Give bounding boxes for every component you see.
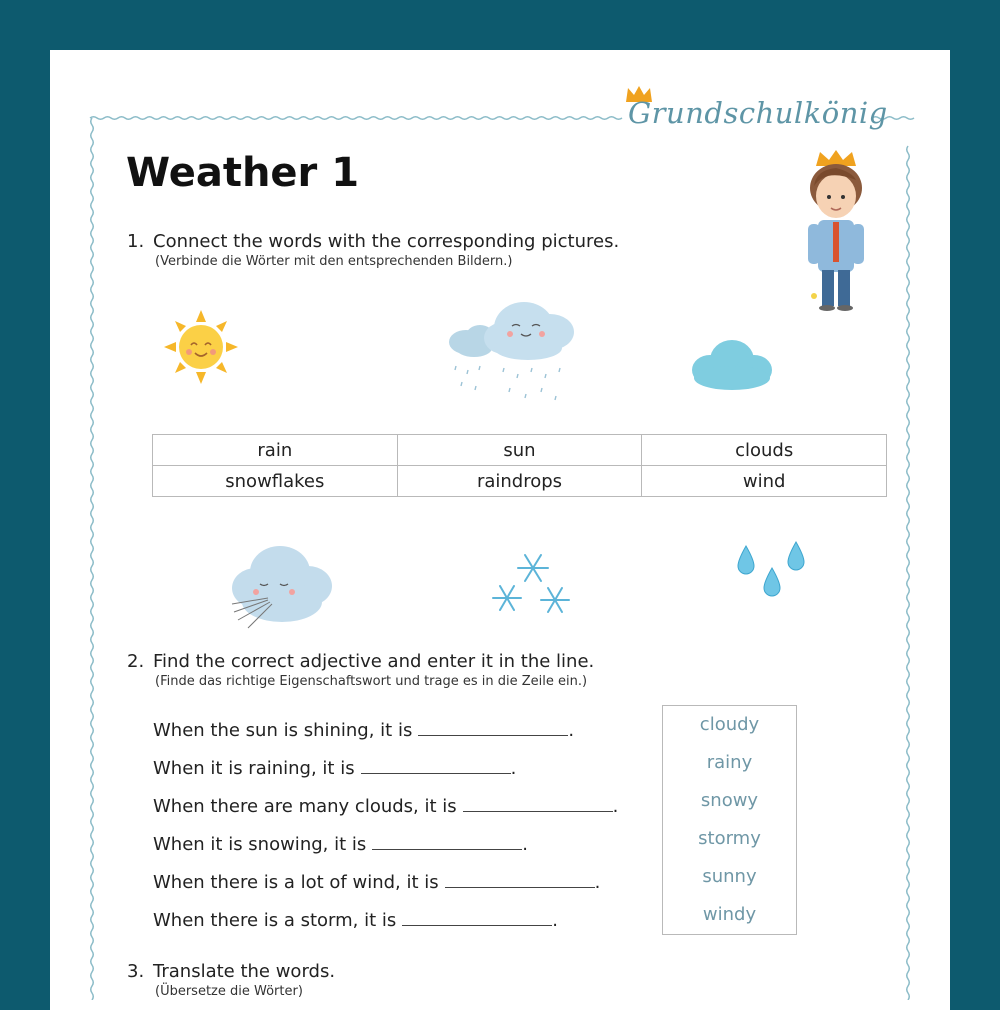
answer-blank[interactable] xyxy=(418,721,568,736)
word-cell: wind xyxy=(642,466,887,497)
adjective-word-box xyxy=(662,705,797,935)
adjective-option: snowy xyxy=(700,790,759,811)
sentence-end: . xyxy=(522,834,528,855)
sentence-text: When the sun is shining, it is xyxy=(153,720,413,741)
table-row xyxy=(153,466,887,497)
frame-right xyxy=(907,146,910,1000)
task2-number: 2. xyxy=(127,651,145,672)
sentence-text: When it is snowing, it is xyxy=(153,834,367,855)
adjective-option: rainy xyxy=(706,752,753,773)
task1-subheading: (Verbinde die Wörter mit den entsprechenden Bildern.) xyxy=(155,254,513,269)
rain-cloud-icon xyxy=(446,296,581,408)
wind-cloud-icon xyxy=(228,542,334,632)
task2-subheading: (Finde das richtige Eigenschaftswort und trage es in die Zeile ein.) xyxy=(155,674,588,689)
sentence-end: . xyxy=(510,758,517,779)
adjective-option: sunny xyxy=(702,866,757,887)
task2-heading xyxy=(127,651,594,672)
answer-blank[interactable] xyxy=(372,835,522,850)
page-title: Weather 1 xyxy=(126,150,360,196)
adjective-option: cloudy xyxy=(699,714,760,735)
adjective-option: stormy xyxy=(698,828,761,849)
task1-word-table xyxy=(152,434,887,497)
task3-heading xyxy=(127,961,335,982)
table-row xyxy=(153,435,887,466)
answer-blank[interactable] xyxy=(463,797,613,812)
cloud-icon xyxy=(688,336,774,394)
task3-subheading: (Übersetze die Wörter) xyxy=(155,984,303,999)
sentence-end: . xyxy=(568,720,575,741)
answer-blank[interactable] xyxy=(402,911,552,926)
boy-with-crown-icon xyxy=(796,150,876,315)
word-cell: raindrops xyxy=(397,466,642,497)
sentence-row xyxy=(153,872,600,893)
sentence-end: . xyxy=(612,796,619,817)
sentence-row xyxy=(153,834,528,855)
word-cell: snowflakes xyxy=(153,466,398,497)
task1-heading xyxy=(127,231,619,252)
task3-heading-text: Translate the words. xyxy=(153,961,336,982)
frame-left xyxy=(91,118,94,1000)
snowflakes-icon xyxy=(489,550,575,618)
word-cell: sun xyxy=(397,435,642,466)
sentence-row xyxy=(153,758,516,779)
raindrops-icon xyxy=(732,540,810,602)
sentence-end: . xyxy=(594,872,601,893)
answer-blank[interactable] xyxy=(445,873,595,888)
task3-number: 3. xyxy=(127,961,145,982)
task1-heading-text: Connect the words with the corresponding pictures. xyxy=(153,231,620,252)
sun-icon xyxy=(164,310,238,384)
sentence-text: When there is a storm, it is xyxy=(153,910,397,931)
sentence-text: When there are many clouds, it is xyxy=(153,796,457,817)
brand-logo: Grundschulkönig xyxy=(628,96,888,130)
task1-number: 1. xyxy=(127,231,145,252)
word-cell: clouds xyxy=(642,435,887,466)
sentence-row xyxy=(153,910,558,931)
answer-blank[interactable] xyxy=(361,759,511,774)
sentence-text: When there is a lot of wind, it is xyxy=(153,872,439,893)
word-cell: rain xyxy=(153,435,398,466)
sentence-text: When it is raining, it is xyxy=(153,758,355,779)
sentence-row xyxy=(153,796,618,817)
adjective-option: windy xyxy=(702,904,757,925)
sentence-row xyxy=(153,720,574,741)
frame-top-left xyxy=(90,117,622,120)
task2-heading-text: Find the correct adjective and enter it in the line. xyxy=(153,651,595,672)
sentence-end: . xyxy=(552,910,559,931)
